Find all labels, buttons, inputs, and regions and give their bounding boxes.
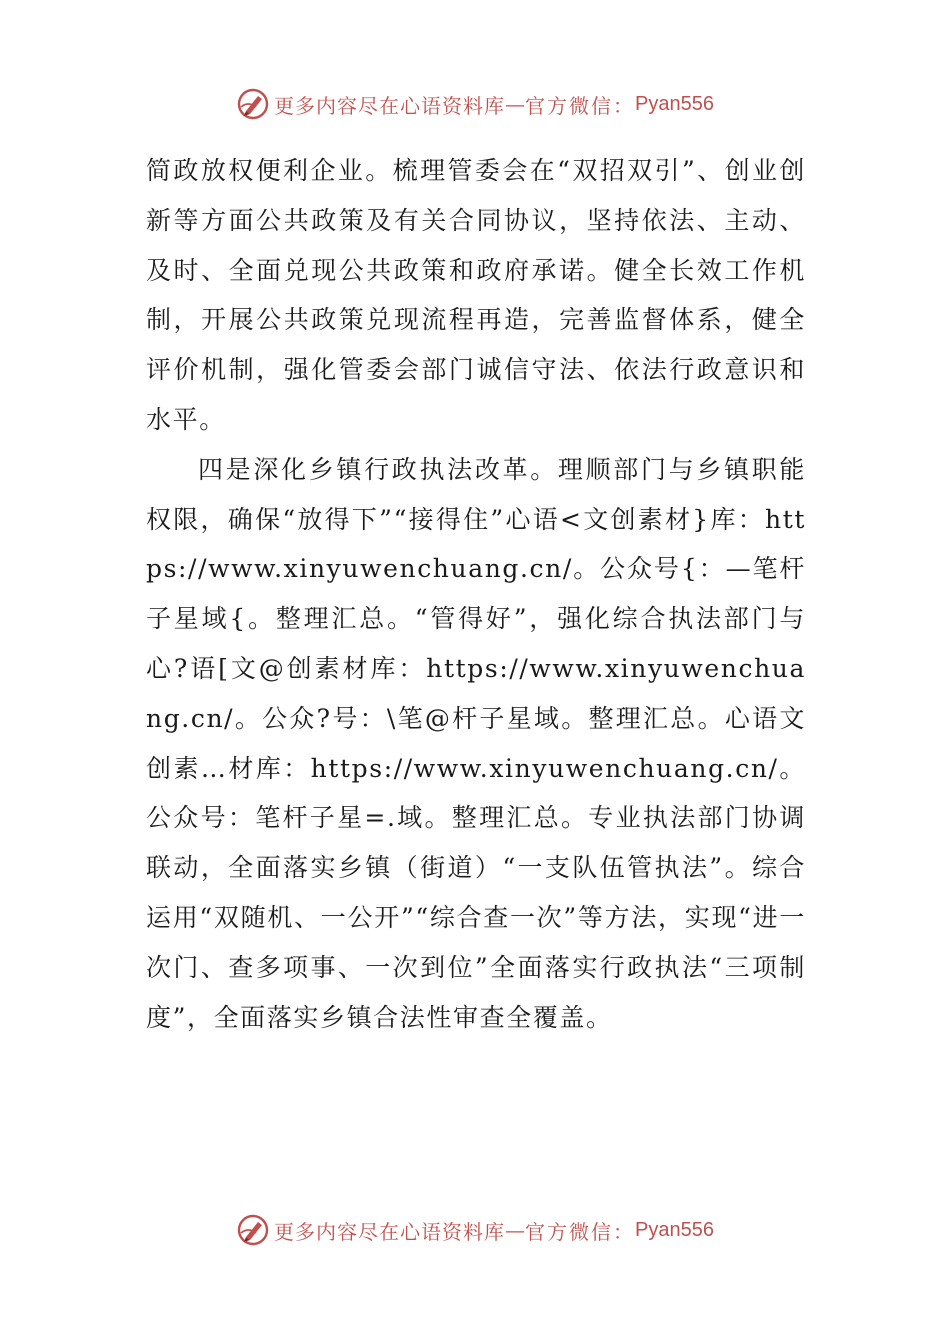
site-name-text: 更多内容尽在心语资料库 bbox=[274, 93, 506, 118]
official-wechat-label: 官方微信： bbox=[525, 1219, 636, 1244]
pen-circle-logo-icon bbox=[236, 87, 270, 121]
site-name-text: 更多内容尽在心语资料库 bbox=[274, 1219, 506, 1244]
pen-circle-logo-icon bbox=[236, 1213, 270, 1247]
header-banner bbox=[0, 84, 950, 124]
footer-banner bbox=[0, 1210, 950, 1250]
paragraph-1: 简政放权便利企业。梳理管委会在“双招双引”、创业创新等方面公共政策及有关合同协议，坚持依法、主动、及时、全面兑现公共政策和政府承诺。健全长效工作机制，开展公共政策兑现流程再造，完善监督体系，健全评价机制，强化管委会部门诚信守法、依法行政意识和水平。 bbox=[146, 156, 806, 434]
wechat-id: Pyan556 bbox=[635, 1218, 714, 1241]
official-wechat-label: 官方微信： bbox=[525, 93, 636, 118]
banner-separator: — bbox=[505, 1218, 526, 1242]
wechat-id: Pyan556 bbox=[635, 92, 714, 115]
document-body bbox=[146, 146, 806, 1042]
paragraph-2: 四是深化乡镇行政执法改革。理顺部门与乡镇职能权限，确保“放得下”“接得住”心语<文创素材}库：https://www.xinyuwenchuang.cn/。公众号{：—笔杆子星域{。整理汇总。“管得好”，强化综合执法部门与心?语[文@创素材库：https://www.xinyuwenchuang.cn/。公众?号：\笔@杆子星域。整理汇总。心语文创素…材库：https://www.xinyuwenchuang.cn/。公众号：笔杆子星=.域。整理汇总。专业执法部门协调联动，全面落实乡镇（街道）“一支队伍管执法”。综合运用“双随机、一公开”“综合查一次”等方法，实现“进一次门、查多项事、一次到位”全面落实行政执法“三项制度”，全面落实乡镇合法性审查全覆盖。 bbox=[146, 454, 806, 1032]
banner-separator: — bbox=[505, 92, 526, 116]
